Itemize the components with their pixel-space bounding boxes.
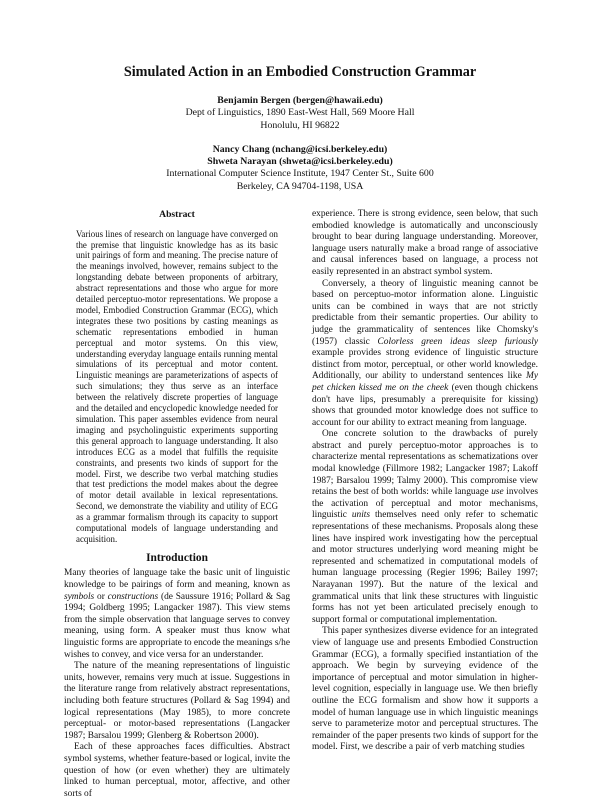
- affiliation-line: International Computer Science Institute, 1947 Center St., Suite 600: [166, 168, 434, 180]
- body-paragraph-2: Conversely, a theory of linguistic meaning cannot be based on perceptuo-motor information alone. Linguistic units can be combined in ways that are not strictly predictable from their semantic properties. Our ability to judge the grammaticality of sentences like Chomsky's (1957) classic Colorless green ideas sleep furiously example provides strong evidence of linguistic structure distinct from motor, perceptual, or other world knowledge. Additionally, our ability to understand sentences like My pet chicken kissed me on the cheek (even though chickens don't have lips, presumably a prerequisite for kissing) shows that grounded motor knowledge does not suffice to account for our ability to extract meaning from language.: [312, 278, 538, 428]
- author-narayan: Shweta Narayan (shweta@icsi.berkeley.edu): [207, 156, 393, 168]
- affiliation-line: Berkeley, CA 94704-1198, USA: [236, 180, 364, 192]
- affiliation-line: Dept of Linguistics, 1890 East-West Hall, 569 Moore Hall: [185, 107, 415, 119]
- abstract-heading: Abstract: [159, 209, 195, 220]
- affiliation-line: Honolulu, HI 96822: [260, 119, 340, 131]
- paper-title: Simulated Action in an Embodied Construction Grammar: [123, 64, 477, 80]
- intro-paragraph-3: Each of these approaches faces difficulties. Abstract symbol systems, whether feature-based or logical, invite the question of how (or even whether) they are ultimately linked to human perceptual, motor, affective, and other sorts of: [64, 742, 290, 799]
- author-bergen: Benjamin Bergen (bergen@hawaii.edu): [217, 95, 383, 106]
- intro-paragraph-2: The nature of the meaning representations of linguistic units, however, remains very much at issue. Suggestions in the literature range from relatively abstract representations, including both feature structures (Pollard & Sag 1994) and logical representations (May 1985), to more concrete perceptual- or motor-based representations (Langacker 1987; Barsalou 1999; Glenberg & Robertson 2000).: [64, 661, 290, 741]
- right-column: [312, 209, 538, 754]
- abstract-text: Various lines of research on language have converged on the premise that linguistic knowledge has as its basic unit pairings of form and meaning. The precise nature of the meanings involved, however, remains subject to the longstanding debate between proponents of arbitrary, abstract representations and those who argue for more detailed perceptuo-motor representations. We propose a model, Embodied Construction Grammar (ECG), which integrates these two positions by casting meanings as schematic representations embodied in human perceptual and motor systems. On this view, understanding everyday language entails running mental simulations of its perceptual and motor content. Linguistic meanings are parameterizations of aspects of such simulations; they thus serve as an interface between the relatively discrete properties of language and the detailed and encyclopedic knowledge needed for simulation. This paper assembles evidence from neural imaging and psycholinguistic experiments supporting this general approach to language understanding. It also introduces ECG as a model that fulfills the requisite constraints, and presents two kinds of support for the model. First, we describe two verbal matching studies that test predictions the model makes about the degree of motor detail available in lexical representations. Second, we demonstrate the viability and utility of ECG as a grammar formalism through its capacity to support computational models of language understanding and acquisition.: [76, 228, 278, 544]
- introduction-heading: Introduction: [146, 551, 208, 564]
- left-column: [64, 209, 290, 800]
- body-paragraph-3: One concrete solution to the drawbacks of purely abstract and purely perceptuo-motor approaches is to characterize mental representations as schematizations over modal knowledge (Fillmore 1982; Langacker 1987; Lakoff 1987; Barsalou 1999; Talmy 2000). This compromise view retains the best of both worlds: while language use involves the activation of perceptual and motor mechanisms, linguistic units themselves need only refer to schematic representations of these mechanisms. Proposals along these lines have inspired work investigating how the perceptual and motor structures underlying word meaning might be represented and schematized in computational models of human language processing (Regier 1996; Bailey 1997; Narayanan 1997). But the nature of the lexical and grammatical units that link these structures with linguistic forms has not yet been articulated precisely enough to support formal or computational implementation.: [312, 429, 539, 625]
- author-chang: Nancy Chang (nchang@icsi.berkeley.edu): [212, 143, 388, 155]
- intro-paragraph-1: Many theories of language take the basic unit of linguistic knowledge to be pairings of form and meaning, known as symbols or constructions (de Saussure 1916; Pollard & Sag 1994; Goldberg 1995; Langacker 1987). This view stems from the simple observation that language serves to convey meaning, using form. A speaker must thus know what linguistic forms are appropriate to encode the meanings s/he wishes to convey, and vice versa for an understander.: [64, 568, 291, 660]
- body-paragraph-1: experience. There is strong evidence, seen below, that such embodied knowledge is automatically and unconsciously brought to bear during language understanding. Moreover, language users naturally make a broad range of associative and causal inferences based on language, a process not easily represented in an abstract symbol system.: [312, 209, 538, 277]
- body-paragraph-4: This paper synthesizes diverse evidence for an integrated view of language use and presents Embodied Construction Grammar (ECG), a formally specified instantiation of the approach. We begin by surveying evidence of the importance of perceptual and motor simulation in higher-level cognition, especially in language use. We then briefly outline the ECG formalism and show how it supports a model of human language use in which linguistic meanings serve to parameterize motor and perceptual structures. The remainder of the paper presents two kinds of support for the model. First, we describe a pair of verb matching studies: [312, 626, 538, 753]
- author-block: [0, 95, 600, 193]
